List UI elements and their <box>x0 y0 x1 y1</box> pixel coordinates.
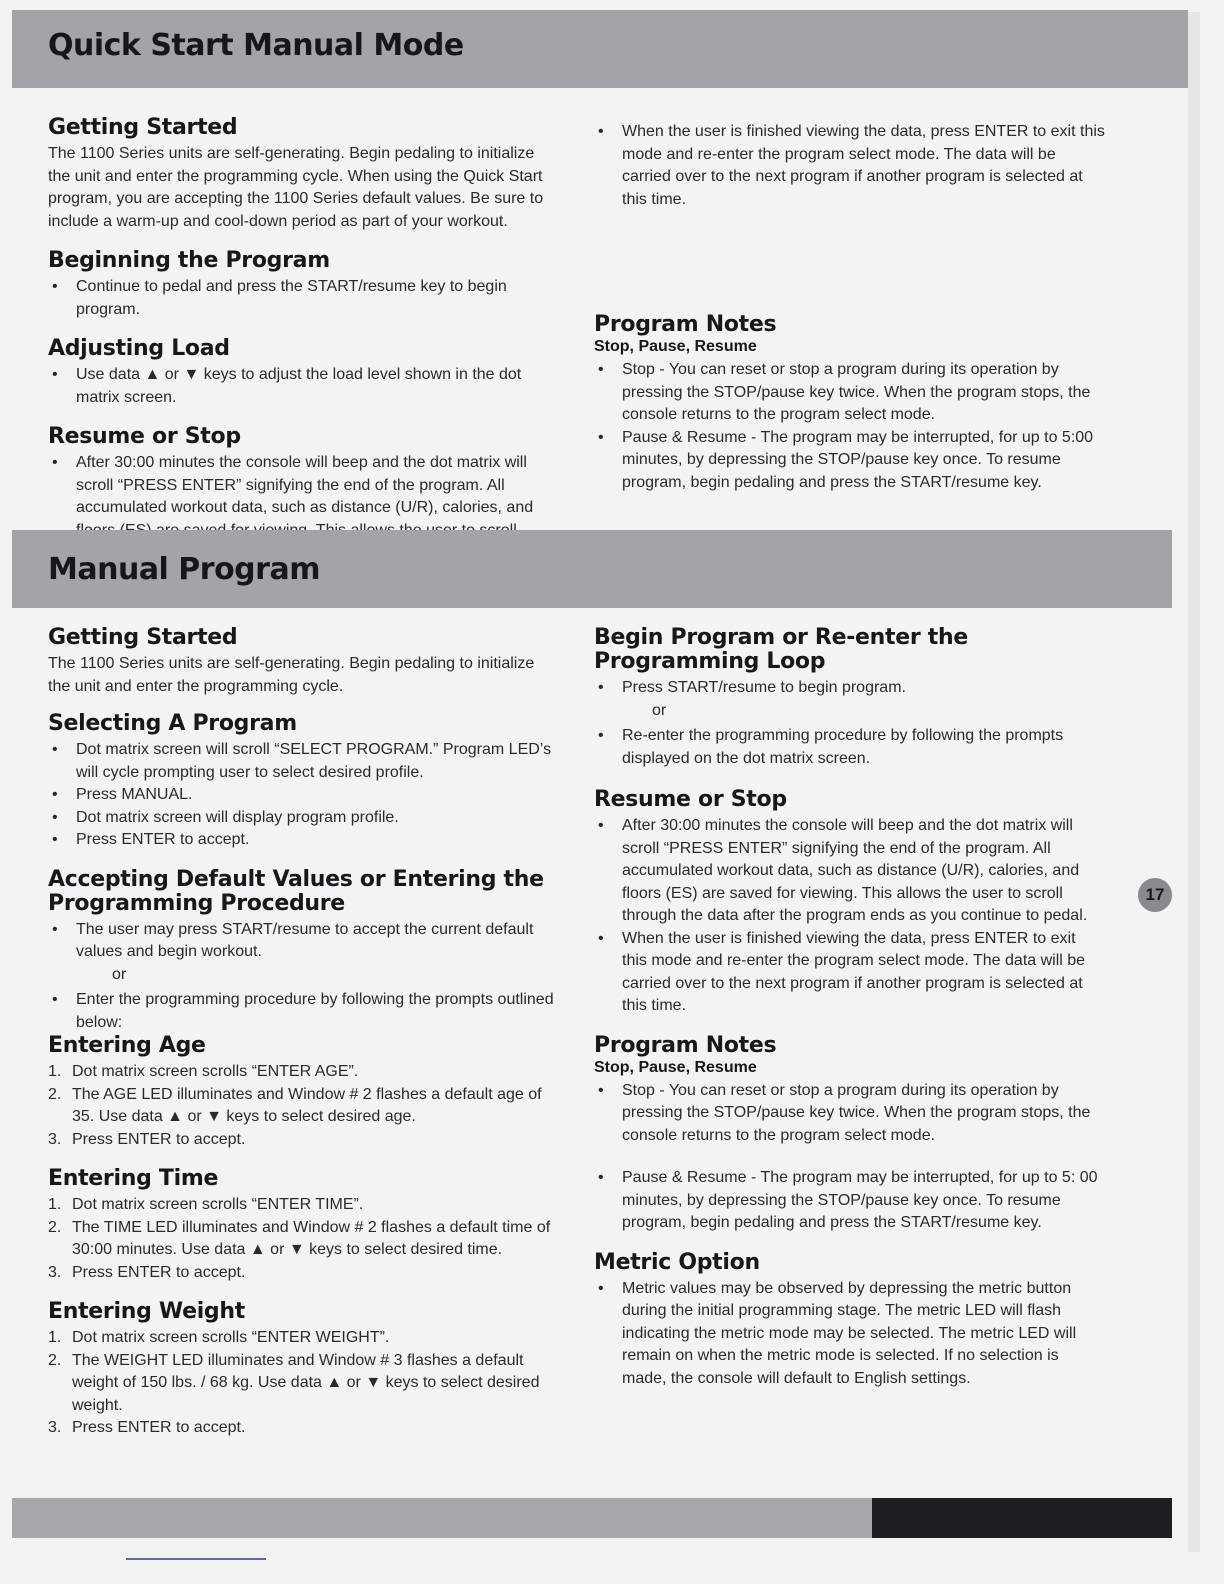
quick-getting-started-heading: Getting Started <box>48 115 238 140</box>
quick-start-title: Quick Start Manual Mode <box>48 28 464 63</box>
quick-beginning-heading: Beginning the Program <box>48 248 330 273</box>
or-text: or <box>112 965 127 983</box>
selecting-program-heading: Selecting A Program <box>48 711 297 736</box>
list-item: • The user may press START/resume to accept the current default values and begin workout. <box>48 919 560 964</box>
quick-beginning-list <box>48 276 560 321</box>
manual-program-title: Manual Program <box>48 552 320 587</box>
accepting-defaults-list-2 <box>48 989 560 1034</box>
list-item: 2. The AGE LED illuminates and Window # 2 flashes a default age of 35. Use data ▲ or ▼ keys to select desired age. <box>48 1085 542 1125</box>
list-item: • After 30:00 minutes the console will beep and the dot matrix will scroll “PRESS ENTER” signifying the end of the program. All accumulated workout data, such as distance (U/R), calories, and floors (ES) are saved for viewing. This allows the user to scroll through the data after the program ends as you continue to pedal. <box>594 815 1100 928</box>
manual-right-column <box>594 626 1100 1390</box>
quick-getting-started-text: The 1100 Series units are self-generating. Begin pedaling to initialize the unit and enter the programming cycle. When using the Quick Start program, you are accepting the 1100 Series default values. Be sure to include a warm-up and cool-down period as part of your workout. <box>48 145 544 230</box>
quick-resume-list <box>48 452 560 516</box>
list-item: • When the user is finished viewing the data, press ENTER to exit this mode and re-enter the program select mode. The data will be carried over to the next program if another program is selected at this time. <box>594 928 1100 1018</box>
list-item: 3. Press ENTER to accept. <box>48 1263 246 1281</box>
manual-getting-started-text: The 1100 Series units are self-generating. Begin pedaling to initialize the unit and enter the programming cycle. <box>48 655 535 695</box>
manual-program-notes-heading: Program Notes <box>594 1032 777 1058</box>
begin-program-list-2 <box>594 725 1100 770</box>
footer-rule <box>126 1558 266 1560</box>
selecting-program-list <box>48 739 560 852</box>
quick-adjusting-heading: Adjusting Load <box>48 336 230 361</box>
begin-program-heading: Begin Program or Re-enter the Programming Loop <box>594 625 968 674</box>
list-item: • Stop - You can reset or stop a program during its operation by pressing the STOP/pause key twice. When the program stops, the console returns to the program select mode. <box>594 359 1106 427</box>
entering-age-heading: Entering Age <box>48 1033 206 1058</box>
manual-program-banner <box>12 530 1172 608</box>
entering-time-list <box>48 1194 560 1284</box>
page-number-badge: 17 <box>1138 878 1172 912</box>
list-item: 2. The WEIGHT LED illuminates and Window # 3 flashes a default weight of 150 lbs. / 68 kg. Use data ▲ or ▼ keys to select desired weight. <box>48 1351 540 1414</box>
metric-option-list <box>594 1278 1100 1391</box>
quick-program-notes-subheading: Stop, Pause, Resume <box>594 338 757 355</box>
list-item: • Dot matrix screen will scroll “SELECT PROGRAM.” Program LED’s will cycle prompting user to select desired profile. <box>48 739 560 784</box>
page-edge-shade <box>1188 12 1200 1552</box>
quick-start-banner <box>12 10 1188 88</box>
manual-getting-started-heading: Getting Started <box>48 625 238 650</box>
quick-start-left-column <box>48 115 560 516</box>
accepting-defaults-list <box>48 919 560 964</box>
list-item: • Continue to pedal and press the START/resume key to begin program. <box>48 276 560 321</box>
list-item: • Pause & Resume - The program may be interrupted, for up to 5:00 minutes, by depressing the STOP/pause key once. To resume program, begin pedaling and press the START/resume key. <box>594 427 1106 495</box>
entering-weight-list <box>48 1327 560 1440</box>
begin-program-list <box>594 677 1100 700</box>
metric-option-heading: Metric Option <box>594 1249 760 1275</box>
list-item: 3. Press ENTER to accept. <box>48 1130 246 1148</box>
quick-adjusting-list <box>48 364 560 409</box>
list-item: • Enter the programming procedure by following the prompts outlined below: <box>48 989 560 1034</box>
list-item: • After 30:00 minutes the console will beep and the dot matrix will scroll “PRESS ENTER” signifying the end of the program. All accumulated workout data, such as distance (U/R), calories, and <box>48 452 560 565</box>
list-item: • Re-enter the programming procedure by following the prompts displayed on the dot matrix screen. <box>594 725 1100 770</box>
quick-resume-continued-list <box>594 121 1106 301</box>
list-item: • Press START/resume to begin program. <box>594 677 1100 700</box>
list-item: • Press ENTER to accept. <box>48 829 560 852</box>
or-text: or <box>652 701 667 719</box>
manual-resume-heading: Resume or Stop <box>594 787 787 812</box>
list-item: 1. Dot matrix screen scrolls “ENTER WEIGHT”. <box>48 1329 390 1346</box>
entering-weight-heading: Entering Weight <box>48 1299 245 1324</box>
list-item: • Stop - You can reset or stop a program during its operation by pressing the STOP/pause key twice. When the program stops, the console returns to the program select mode. <box>594 1080 1100 1148</box>
quick-resume-heading: Resume or Stop <box>48 424 241 449</box>
manual-program-notes-subheading: Stop, Pause, Resume <box>594 1058 757 1076</box>
quick-program-notes-list <box>594 359 1106 494</box>
footer-dark-block <box>872 1498 1172 1538</box>
list-item: • Use data ▲ or ▼ keys to adjust the load level shown in the dot matrix screen. <box>48 364 560 409</box>
quick-start-right-column <box>594 118 1106 494</box>
list-item: • Pause & Resume - The program may be interrupted, for up to 5: 00 minutes, by depressing the STOP/pause key once. To resume program, begin pedaling and press the START/resume key. <box>594 1167 1100 1235</box>
accepting-defaults-heading: Accepting Default Values or Entering the Programming Procedure <box>48 866 544 916</box>
list-item: 1. Dot matrix screen scrolls “ENTER AGE”. <box>48 1063 359 1080</box>
list-item: 3. Press ENTER to accept. <box>48 1419 246 1436</box>
quick-program-notes-heading: Program Notes <box>594 312 777 337</box>
list-item: 1. Dot matrix screen scrolls “ENTER TIME”. <box>48 1196 364 1213</box>
manual-program-notes-list <box>594 1080 1100 1235</box>
list-item: • When the user is finished viewing the data, press ENTER to exit this mode and re-enter the program select mode. The data will be carried over to the next program if another program is selected at this time. <box>594 121 1106 211</box>
entering-age-list <box>48 1061 560 1151</box>
list-item: • Press MANUAL. <box>48 784 560 807</box>
entering-time-heading: Entering Time <box>48 1166 219 1191</box>
list-item: 2. The TIME LED illuminates and Window # 2 flashes a default time of 30:00 minutes. Use data ▲ or ▼ keys to select desired time. <box>48 1218 551 1258</box>
list-item: • Metric values may be observed by depressing the metric button during the initial programming stage. The metric LED will flash indicating the metric mode may be selected. The metric LED will remain on when the metric mode is selected. If no selection is made, the console will default to English settings. <box>594 1278 1100 1391</box>
manual-left-column <box>48 626 560 1440</box>
manual-resume-list <box>594 815 1100 1018</box>
list-item: • Dot matrix screen will display program profile. <box>48 807 560 830</box>
